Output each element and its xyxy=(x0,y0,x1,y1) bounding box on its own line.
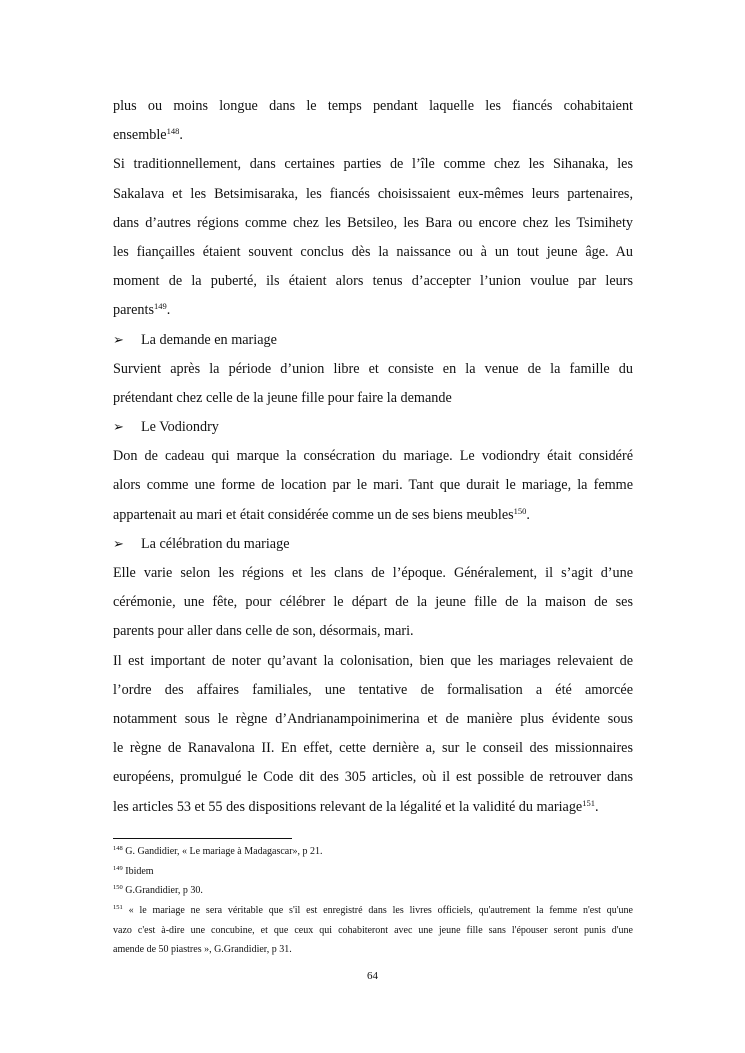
text-span: ensemble xyxy=(113,127,167,144)
footnote-number: 148 xyxy=(113,846,123,852)
arrow-bullet-icon: ➢ xyxy=(113,536,124,552)
text-line: Si traditionnellement, dans certaines parties de l’île comme chez les Sihanaka, les xyxy=(113,156,633,173)
text-line: notamment sous le règne d’Andrianampoinimerina et de manière plus évidente sous xyxy=(113,710,633,727)
text-line: alors comme une forme de location par le mari. Tant que durait le mariage, la femme xyxy=(113,477,633,494)
bullet-label: La célébration du mariage xyxy=(141,535,290,552)
page-number: 64 xyxy=(367,970,378,982)
arrow-bullet-icon: ➢ xyxy=(113,420,124,436)
footnote-separator xyxy=(113,838,292,839)
text-span: parents xyxy=(113,302,154,319)
text-line: Sakalava et les Betsimisaraka, les fiancés choisissaient eux-mêmes leurs partenaires, xyxy=(113,185,633,202)
period: . xyxy=(526,506,530,523)
footnote-text: Ibidem xyxy=(122,866,154,877)
footnote-number: 150 xyxy=(113,885,123,891)
footnote-text: G.Grandidier, p 30. xyxy=(122,885,203,896)
bullet-item xyxy=(113,413,633,442)
footnote-ref-149[interactable]: 149 xyxy=(153,301,167,312)
bullet-item xyxy=(113,530,633,559)
text-line xyxy=(113,121,633,150)
text-line: plus ou moins longue dans le temps pendant laquelle les fiancés cohabitaient xyxy=(113,98,633,114)
text-line xyxy=(113,296,633,325)
text-line: parents pour aller dans celle de son, désormais, mari. xyxy=(113,623,414,640)
text-span: les articles 53 et 55 des dispositions relevant de la légalité et la validité du mariage xyxy=(113,798,583,815)
text-line: prétendant chez celle de la jeune fille pour faire la demande xyxy=(113,389,452,406)
arrow-bullet-icon: ➢ xyxy=(113,332,124,348)
footnote-151-cont: vazo c'est à-dire une concubine, et que ceux qui cohabiteront avec une jeune fille sans l'épouser seront punis d'une xyxy=(113,925,633,936)
text-line: Survient après la période d’union libre et consiste en la venue de la famille du xyxy=(113,360,633,377)
period: . xyxy=(166,302,171,319)
footnote-150 xyxy=(113,885,633,897)
main-text xyxy=(113,92,633,822)
text-line: Elle varie selon les régions et les clans de l’époque. Généralement, il s’agit d’une xyxy=(113,565,633,581)
footnote-number: 151 xyxy=(113,905,123,911)
text-line: les fiançailles étaient souvent conclus dès la naissance ou à un tout jeune âge. Au xyxy=(113,243,633,260)
text-span: appartenait au mari et était considérée comme un de ses biens meubles xyxy=(113,506,514,523)
bullet-label: La demande en mariage xyxy=(141,331,277,348)
footnote-149 xyxy=(113,866,633,878)
bullet-item xyxy=(113,326,633,355)
footnote-148 xyxy=(113,846,633,858)
text-line: moment de la puberté, ils étaient alors tenus d’accepter l’union voulue par leurs xyxy=(113,273,633,290)
footnote-ref-151[interactable]: 151 xyxy=(582,797,595,808)
text-line: le règne de Ranavalona II. En effet, cette dernière a, sur le conseil des missionnaires xyxy=(113,740,633,757)
text-line: dans d’autres régions comme chez les Betsileo, les Bara ou encore chez les Tsimihety xyxy=(113,214,633,231)
text-line: l’ordre des affaires familiales, une tentative de formalisation a été amorcée xyxy=(113,681,633,698)
footnote-text: G. Gandidier, « Le mariage à Madagascar», p 21. xyxy=(122,846,323,857)
footnote-ref-148[interactable]: 148 xyxy=(166,126,180,137)
footnote-151 xyxy=(113,905,633,917)
footnote-text: « le mariage ne sera véritable que s'il est enregistré dans les livres officiels, qu'autrement la femme n'est qu'une xyxy=(122,905,633,916)
footnote-number: 149 xyxy=(113,866,123,872)
text-line xyxy=(113,501,633,530)
footnote-151-cont: amende de 50 piastres », G.Grandidier, p 31. xyxy=(113,944,292,955)
text-line xyxy=(113,793,633,822)
period: . xyxy=(594,798,599,815)
text-line: Il est important de noter qu’avant la colonisation, bien que les mariages relevaient de xyxy=(113,652,633,669)
text-line: cérémonie, une fête, pour célébrer le départ de la jeune fille de la maison de ses xyxy=(113,594,633,611)
period: . xyxy=(179,127,183,144)
bullet-label: Le Vodiondry xyxy=(141,419,219,436)
text-line: européens, promulgué le Code dit des 305 articles, où il est possible de retrouver dans xyxy=(113,769,633,786)
footnote-ref-150[interactable]: 150 xyxy=(513,505,527,516)
text-line: Don de cadeau qui marque la consécration du mariage. Le vodiondry était considéré xyxy=(113,448,633,465)
